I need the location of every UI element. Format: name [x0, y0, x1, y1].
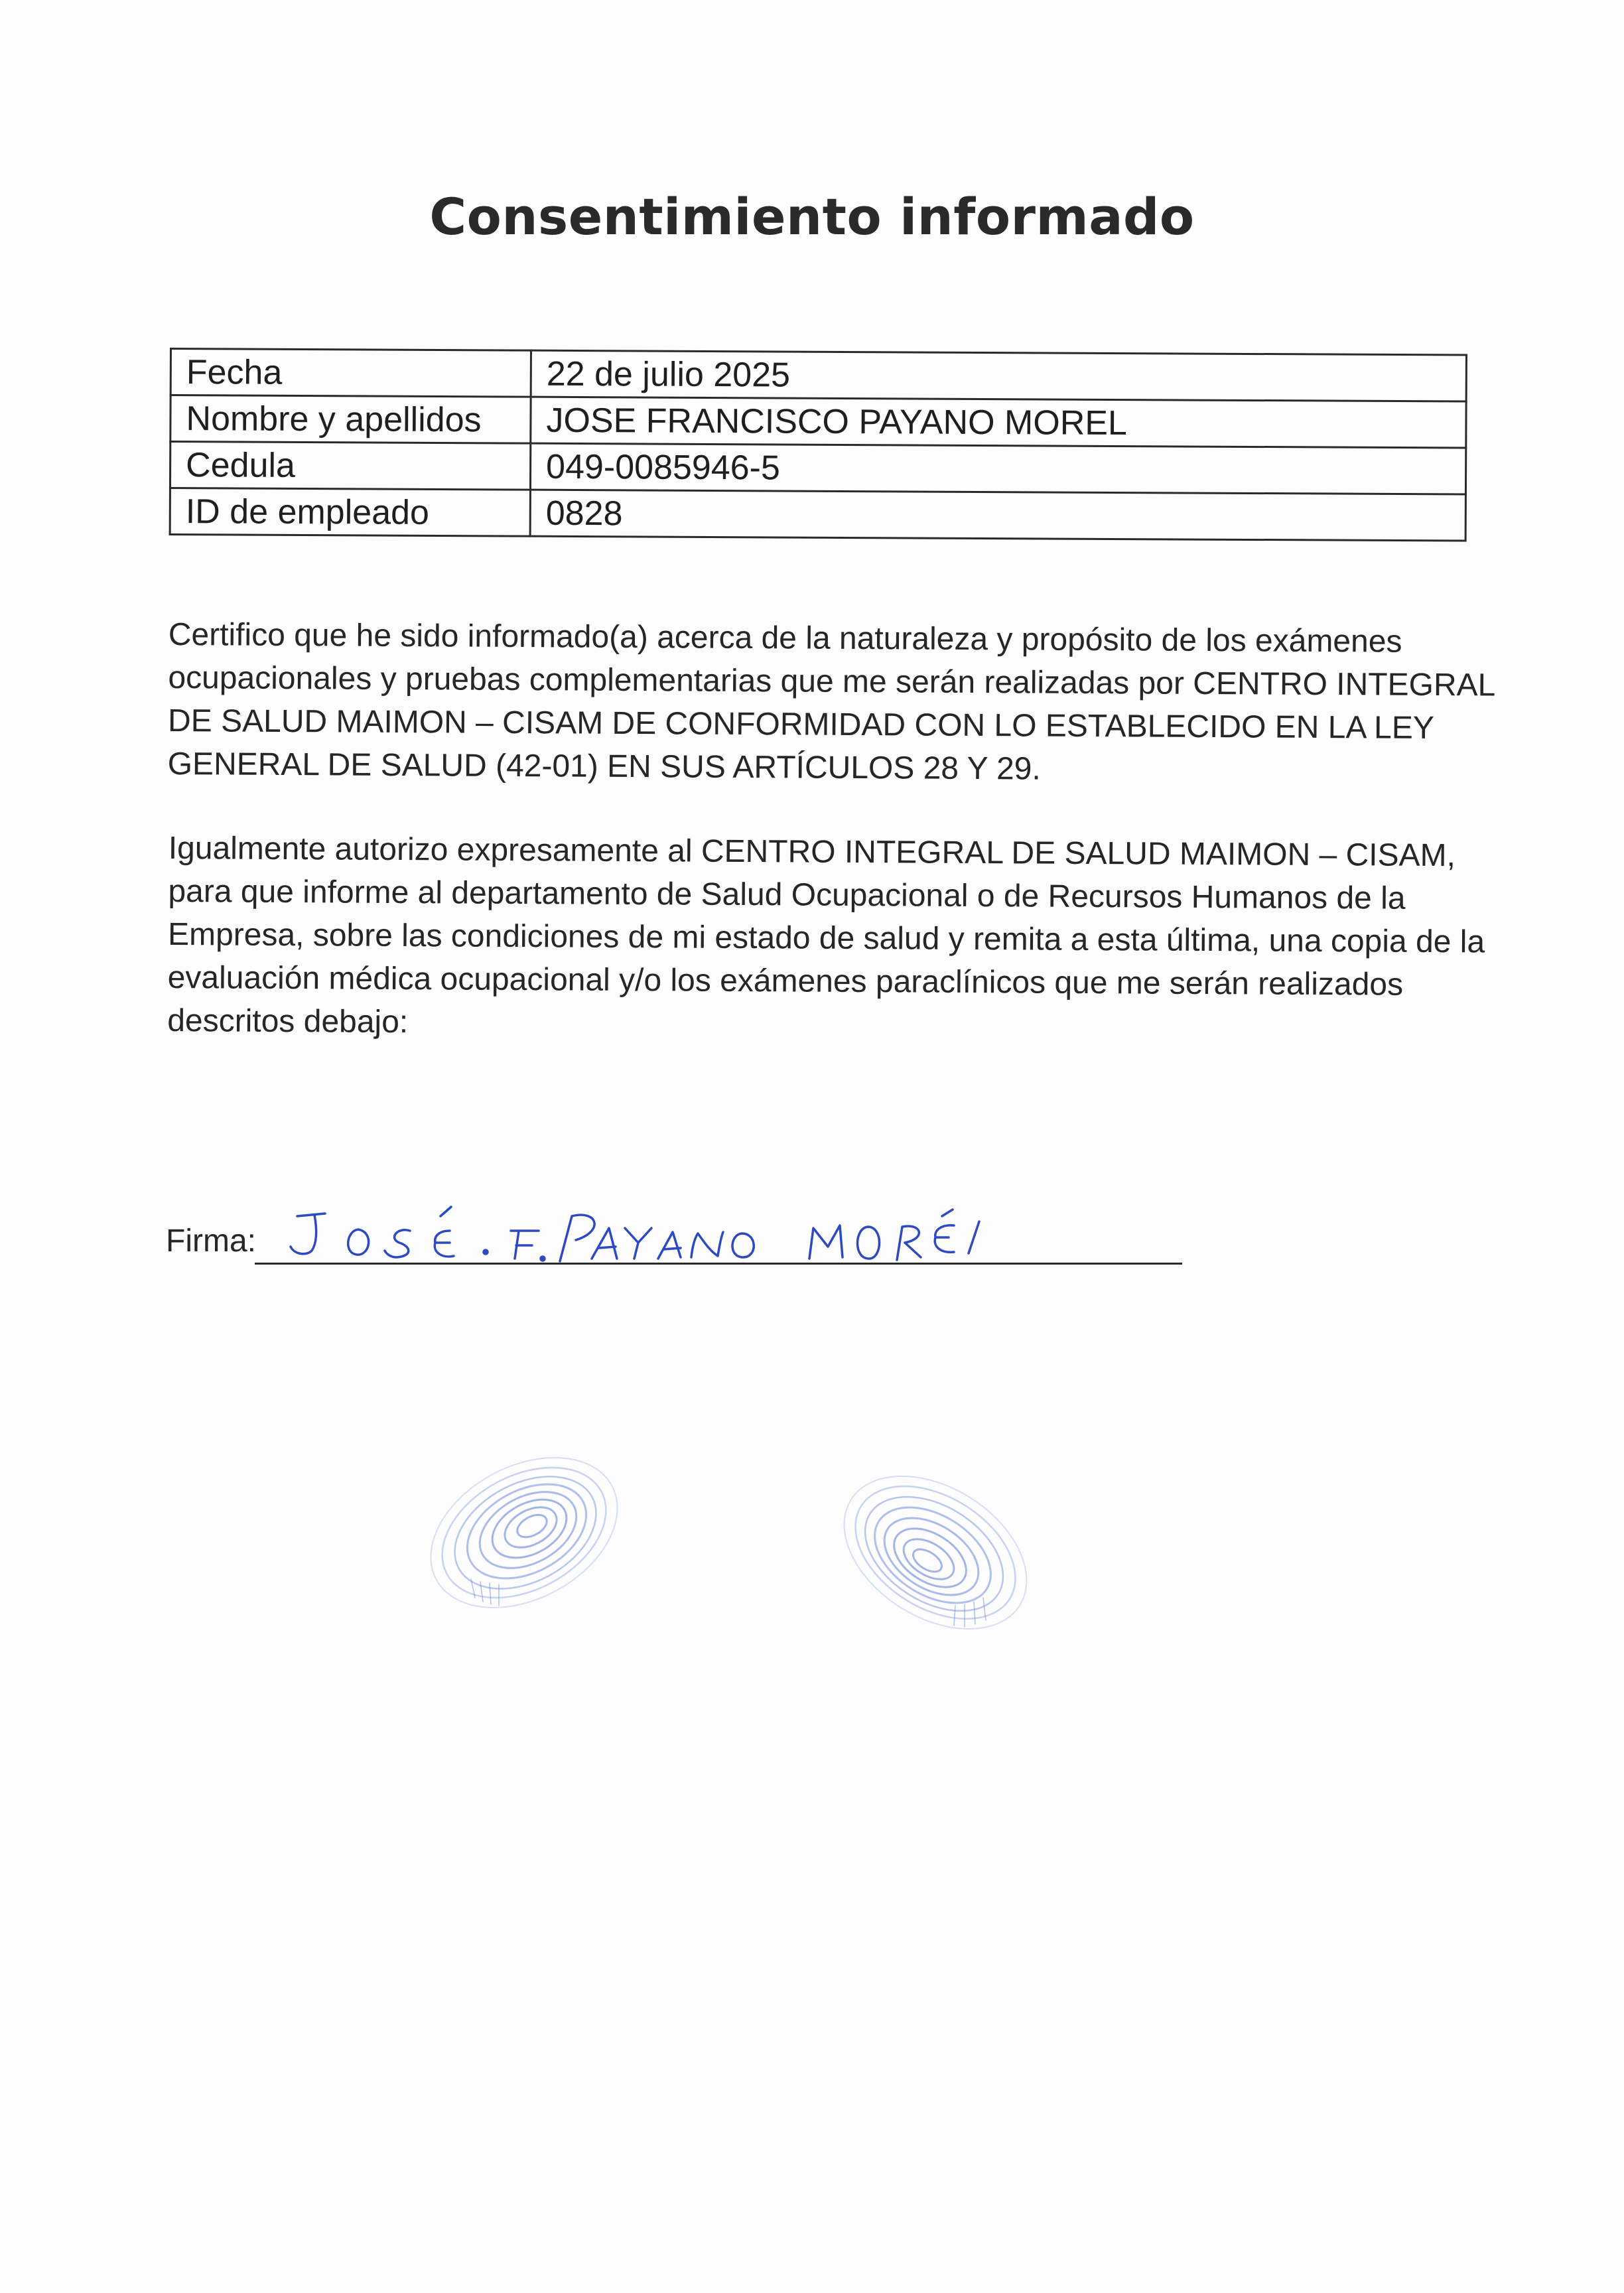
table-row — [170, 488, 1465, 541]
fingerprint-left — [411, 1440, 637, 1626]
certification-paragraph: Certifico que he sido informado(a) acerca de la naturaleza y propósito de los exámenes ocupacionales y pruebas complementarias que me serán realizadas por CENTRO INTEGRAL DE SALUD MAIMON – CISAM DE CONFORMIDAD CON LO ESTABLECIDO EN LA LEY GENERAL DE SALUD (42-01) EN SUS ARTÍCULOS 28 Y 29. — [167, 616, 1495, 787]
handwritten-signature — [285, 1190, 1028, 1263]
authorization-paragraph: Igualmente autorizo expresamente al CENTRO INTEGRAL DE SALUD MAIMON – CISAM, para que informe al departamento de Salud Ocupacional o de Recursos Humanos de la Empresa, sobre las condiciones de mi estado de salud y remita a esta última, una copia de la evaluación médica ocupacional y/o los exámenes paraclínicos que me serán realizados descritos debajo: — [167, 830, 1485, 1040]
row-value-fecha: 22 de julio 2025 — [531, 350, 1466, 401]
row-value-cedula: 049-0085946-5 — [530, 443, 1465, 494]
signature-line — [255, 1263, 1182, 1265]
row-value-nombre: JOSE FRANCISCO PAYANO MOREL — [531, 397, 1466, 448]
employee-info-table — [169, 348, 1467, 542]
row-label-fecha: Fecha — [170, 349, 531, 397]
row-label-id-empleado: ID de empleado — [170, 488, 530, 537]
document-title: Consentimiento informado — [429, 187, 1195, 246]
table-row — [170, 349, 1466, 402]
row-label-nombre: Nombre y apellidos — [170, 395, 531, 444]
signature-section — [166, 1217, 1187, 1264]
row-value-id-empleado: 0828 — [530, 490, 1465, 541]
fingerprint-right — [823, 1460, 1048, 1645]
signature-label: Firma: — [166, 1223, 256, 1259]
row-label-cedula: Cedula — [170, 442, 530, 490]
table-row — [170, 395, 1466, 449]
table-row — [170, 442, 1465, 495]
